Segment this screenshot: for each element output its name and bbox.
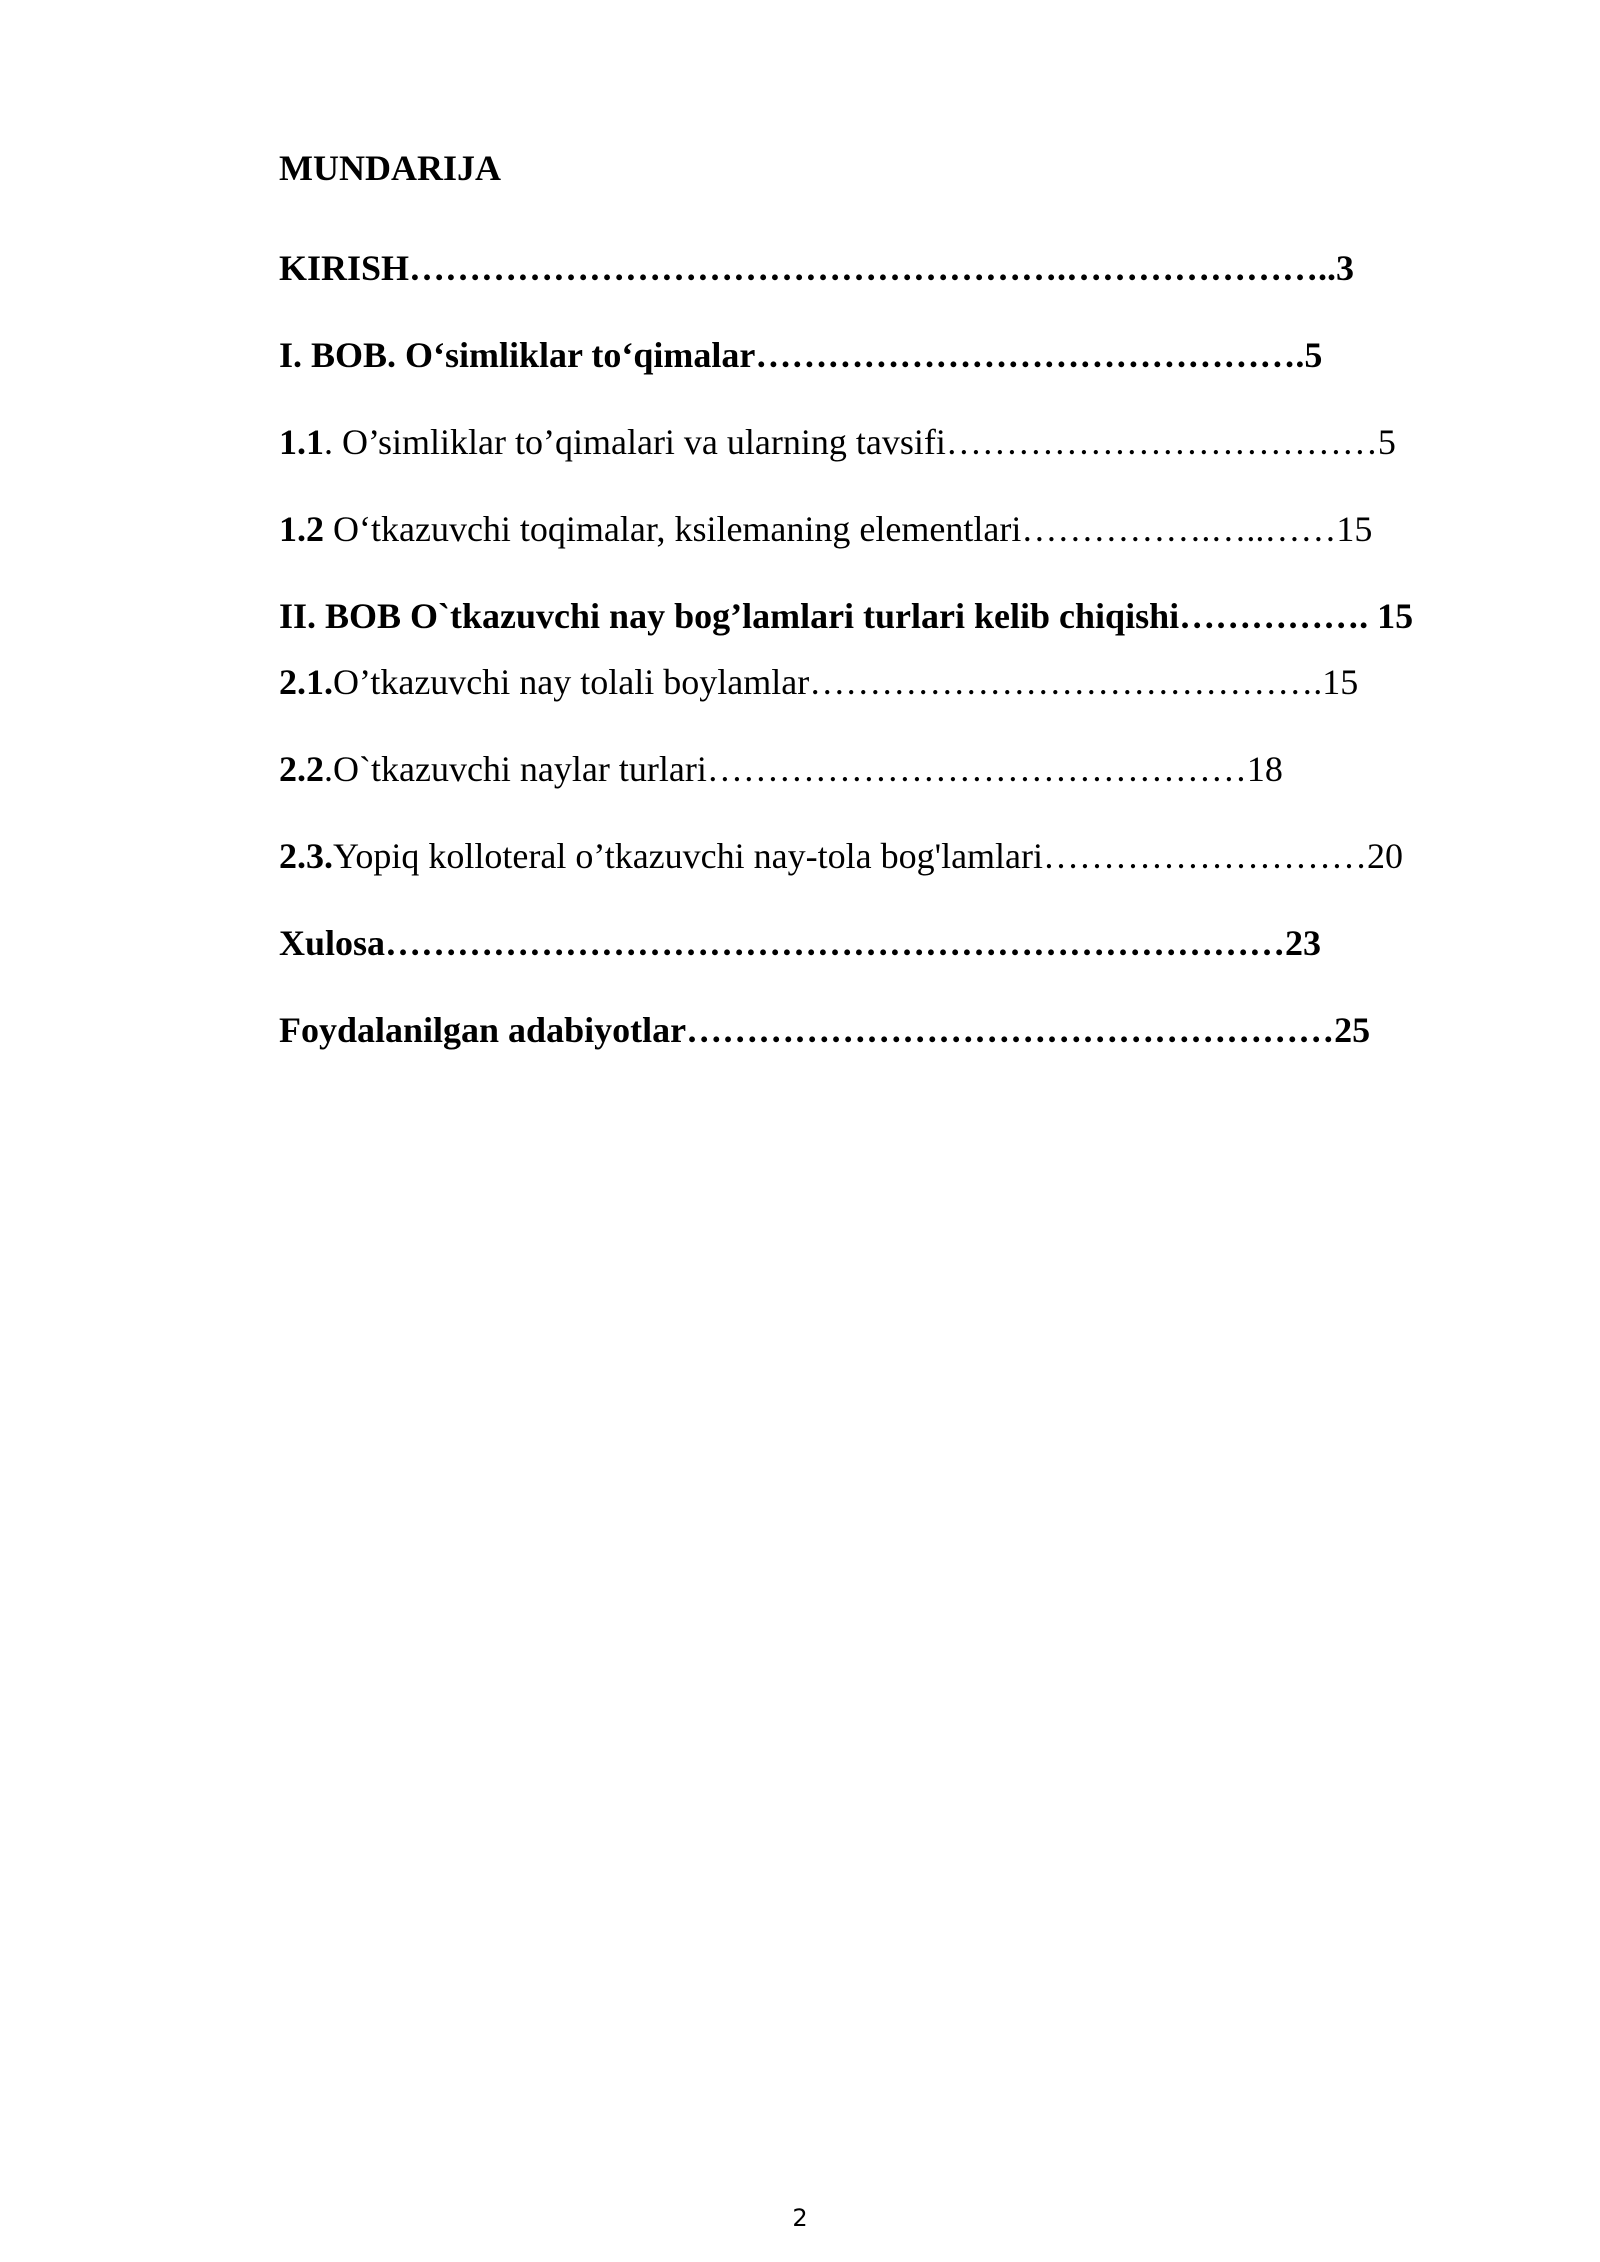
toc-entry-text: I. BOB. O‘simliklar to‘qimalar……………………………………….5 [279,335,1323,375]
toc-entry-text: KIRISH……………………………………………….…………………..3 [279,248,1355,288]
toc-entry-2-1 [279,664,1358,700]
toc-entry-2-3 [279,838,1403,874]
toc-entry-xulosa [279,925,1321,961]
toc-entry-number: 1.2 [279,509,324,549]
toc-entry-number: 2.2 [279,749,324,789]
toc-entry-1-1 [279,424,1396,460]
page-number: 2 [792,2204,808,2232]
toc-entry-text: Xulosa…………………………………………………………………23 [279,923,1322,963]
toc-entry-text: O‘tkazuvchi toqimalar, ksilemaning elementlari…………….…..……15 [324,509,1373,549]
toc-entry-text: .O`tkazuvchi naylar turlari………………………………………18 [324,749,1283,789]
toc-entry-text: Yopiq kolloteral o’tkazuvchi nay-tola bog'lamlari………………………20 [333,836,1404,876]
toc-entry-text: II. BOB O`tkazuvchi nay bog’lamlari turlari kelib chiqishi……………. 15 [279,596,1414,636]
toc-entry-chapter-1 [279,337,1322,373]
toc-entry-number: 2.1. [279,662,333,702]
toc-entry-number: 2.3. [279,836,333,876]
toc-entry-2-2 [279,751,1283,787]
toc-entry-text: Foydalanilgan adabiyotlar………………………………………………25 [279,1010,1371,1050]
toc-entry-text: . O’simliklar to’qimalari va ularning tavsifi………………………………5 [324,422,1396,462]
toc-entry-1-2 [279,511,1372,547]
toc-entry-kirish [279,250,1354,286]
toc-title: MUNDARIJA [279,148,501,188]
toc-entry-number: 1.1 [279,422,324,462]
toc-entry-adabiyotlar [279,1012,1370,1048]
toc-entry-chapter-2 [279,598,1413,634]
toc-entry-text: O’tkazuvchi nay tolali boylamlar…………………………………….15 [333,662,1359,702]
